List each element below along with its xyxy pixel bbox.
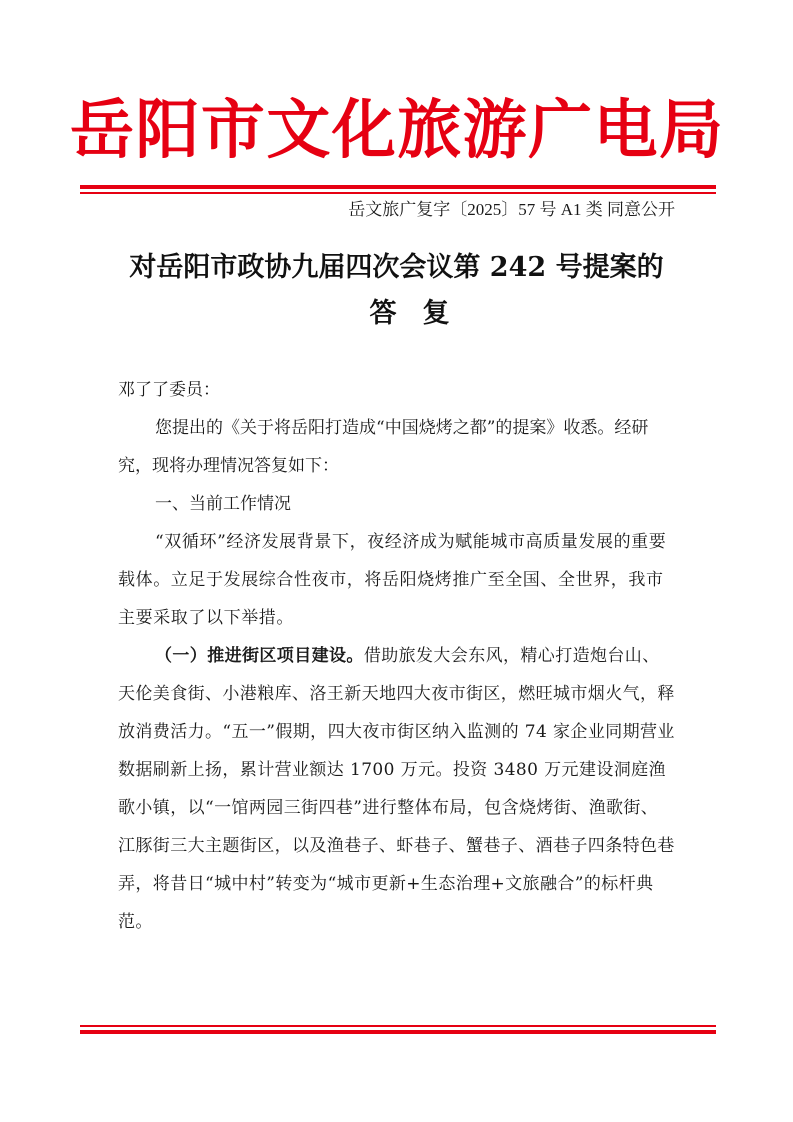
measure-1-lead: （一）推进街区项目建设。 xyxy=(155,646,364,666)
salutation: 邓了了委员： xyxy=(118,380,220,400)
document-title: 对岳阳市政协九届四次会议第 242 号提案的 xyxy=(129,252,664,283)
paragraph-intro: 您提出的《关于将岳阳打造成“中国烧烤之都”的提案》收悉。经研究，现将办理情况答复如下： xyxy=(118,418,649,476)
document-title-line2: 答复 xyxy=(369,298,476,329)
header-divider-thin xyxy=(80,192,716,194)
section-heading: 一、当前工作情况 xyxy=(155,494,291,514)
paragraph-background: “双循环”经济发展背景下，夜经济成为赋能城市高质量发展的重要载体。立足于发展综合性夜市，将岳阳烧烤推广至全国、全世界，我市主要采取了以下举措。 xyxy=(118,532,667,628)
footer-divider-thin xyxy=(80,1025,716,1027)
issuing-org-masthead: 岳阳市文化旅游广电局 xyxy=(70,93,723,168)
measure-1-text: 借助旅发大会东风，精心打造炮台山、天伦美食街、小港粮库、洛王新天地四大夜市街区，燃旺城市烟火气，释放消费活力。“五一”假期，四大夜市街区纳入监测的 74 家企业同期营业数据刷新上扬，累计营业额达 1700 万元。投资 3480 万元建设洞庭渔歌小镇，以“一馆两园三街四巷”进行整体布局，包含烧烤街、渔歌街、江豚街三大主题街区，以及渔巷子、虾巷子、蟹巷子、酒巷子四条特色巷弄，将昔日“城中村”转变为“城市更新+生态治理+文旅融合”的标杆典范。 xyxy=(118,646,675,932)
paragraph-measure-1 xyxy=(118,637,675,941)
document-number: 岳文旅广复字〔2025〕57 号 A1 类 同意公开 xyxy=(348,200,675,219)
footer-divider-thick xyxy=(80,1030,716,1034)
header-divider-thick xyxy=(80,185,716,189)
